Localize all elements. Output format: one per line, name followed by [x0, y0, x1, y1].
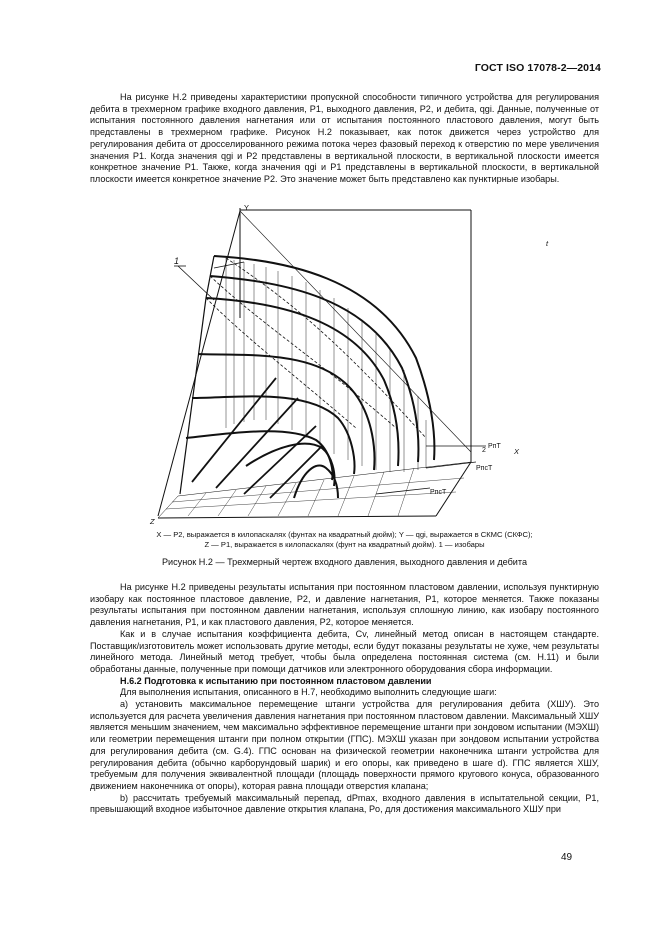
intro-paragraph: На рисунке Н.2 приведены характеристики пропускной способности типичного устройства для регулирования дебита в трехмерном графике входного давления, P1, выходного давления, P2, и дебита, qgi. Данные, полученные от испытания постоянного давления нагнетания или от испытания постоянного пластового давления, могут быть представлены в трехмерном графике. Рисунок Н.2 показывает, как поток движется через устройство для регулирования дебита от дросселированного режима потока через фазовый переход к отверстию по мере увеличения значения P1. Когда значения qgi и P2 представлены в вертикальной плоскости, в вертикальной плоскости имеется конкретное значение P1. Также, когда значения qgi и P1 представлены в вертикальной плоскости, в вертикальной плоскости имеется конкретное значение P2. Это значение может быть представлено как пунктирные изобары. — [90, 92, 599, 184]
axis-x-label: X — [514, 447, 520, 456]
section-heading: Н.6.2 Подготовка к испытанию при постоянном пластовом давлении — [120, 675, 432, 686]
mark-t-label: t — [546, 239, 549, 248]
p-label-3: PпсТ — [430, 489, 447, 496]
step-a: a) установить максимальное перемещение штанги устройства для регулирования дебита (ХШУ). Это используется для расчета увеличения давления нагнетания при постоянном пластовом давлении. Максимальный ХШУ является меньшим значением, чем максимально эффективное перемещение штанги при зондовом испытании (МЭХШ) или геометрии перемещения штанги при полном открытии (ГПС). МЭХШ указан при зондовом испытании устройства для регулирования дебита (см. G.4). ГПС основан на физической геометрии наконечника штанги устройства для регулирования дебита (обычно карборундовый шарик) и его опоры, как приведено в шаге d). ГПС является ХШУ, требуемым для получения эквивалентной площади (площадь поверхности прямого кругового конуса, образованного движением наконечника от опоры), которая равна площади отверстия клапана; — [90, 699, 599, 791]
body-paragraph-1: На рисунке Н.2 приведены результаты испытания при постоянном пластовом давлении, используя пунктирную изобару как постоянное пластовое давление, P2, и давление нагнетания, P1, которое меняется. Также показаны результаты испытания при постоянном давлении нагнетания, используя сплошную линию, как изобару постоянного давления нагнетания, P1, и как пластового давления, P2, которое меняется. — [90, 582, 599, 628]
figure-title: Рисунок Н.2 — Трехмерный чертеж входного давления, выходного давления и дебита — [161, 557, 528, 567]
surface-left-slope — [180, 256, 214, 494]
mark-1-label: 1 — [174, 256, 180, 266]
body-paragraph-2: Как и в случае испытания коэффициента дебита, Cv, линейный метод описан в настоящем стандарте. Поставщик/изготовитель может использовать другие методы, если будут показаны результаты не хуже, чем результаты линейного метода. Линейный метод требует, чтобы была определена постоянная система (см. Н.11) и были обработаны данные, полученные при помощи датчиков или электронного оборудования сбора информации. — [90, 628, 599, 674]
body-text — [90, 582, 599, 816]
legend-line-1: X — P2, выражается в килопаскалях (фунтах на квадратный дюйм); Y — qgi, выражается в СКМС (СКФС); — [156, 530, 533, 539]
mark-2-label: 2 — [482, 447, 486, 454]
section-intro: Для выполнения испытания, описанного в Н.7, необходимо выполнить следующие шаги: — [120, 687, 497, 698]
legend-line-2: Z — P1, выражается в килопаскалях (фунт на квадратный дюйм). 1 — изобары — [204, 540, 485, 549]
figure-3d-chart — [126, 198, 566, 530]
isobars — [186, 256, 434, 498]
axis-y-label: Y — [244, 203, 250, 212]
p-ref-line-3 — [376, 488, 430, 494]
surface-grid — [226, 258, 426, 472]
document-header: ГОСТ ISO 17078-2—2014 — [474, 62, 601, 74]
step-b: b) рассчитать требуемый максимальный перепад, dPmax, входного давления в испытательной секции, P1, превышающий входное избыточное давление открытия клапана, Po, для достижения максимального ХШУ при — [90, 792, 599, 815]
axis-z-label: Z — [150, 517, 155, 526]
dashed-isobars — [206, 258, 426, 438]
p-label-1: PпТ — [488, 443, 501, 450]
p-label-2: PпсТ — [476, 465, 493, 472]
intro-text — [90, 92, 599, 186]
base-front-edge — [158, 516, 436, 518]
page-number: 49 — [561, 852, 573, 863]
figure-legend — [90, 530, 599, 550]
